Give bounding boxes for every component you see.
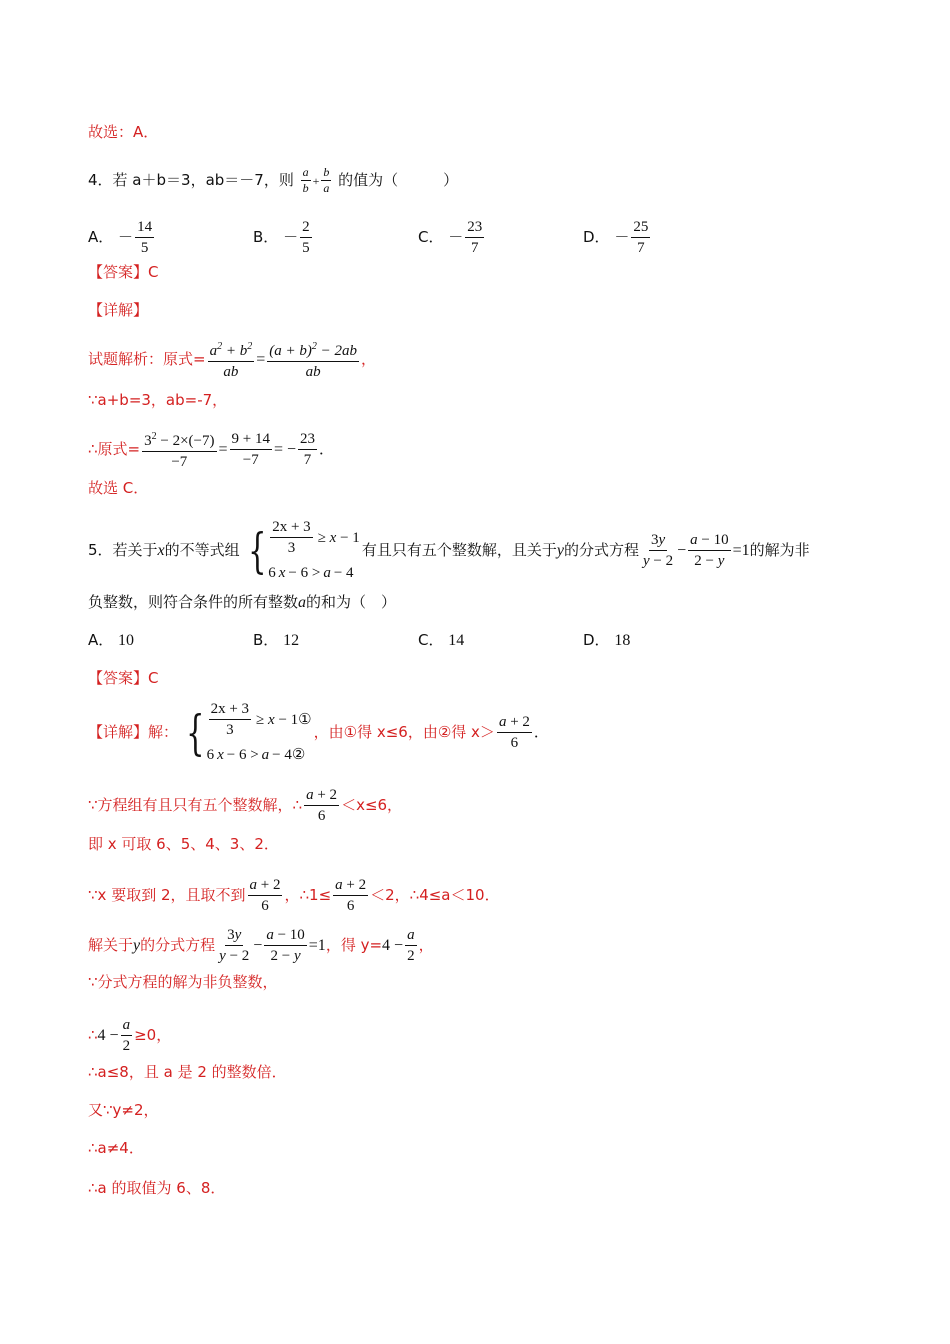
q4-step3: ∴原式= $\frac{3^2 - 2\times(-7)}{-7}$ = $\frac{9 + 14}{-7}$ = − $\frac{23}{7}$ ．: [88, 428, 334, 471]
option-fraction: $\frac{23}{7}$: [467, 219, 483, 256]
q4-detail-head: 【详解】: [88, 301, 149, 319]
q5-detail-3: 即 x 可取 6、5、4、3、2．: [88, 835, 279, 853]
option-fraction: $\frac{25}{7}$: [633, 219, 649, 256]
q4-answer: 【答案】C: [88, 263, 159, 281]
q5-option-b[interactable]: B． 12: [253, 631, 300, 649]
option-fraction: $\frac{14}{5}$: [137, 219, 153, 256]
q4-option-a[interactable]: [88, 218, 156, 257]
q5-detail-1: 【详解】解： { $\frac{2x + 3}{3}$ ≥ x − 1① 6 x − 6 > a − 4② ，由①得 x≤6，由②得 x＞ $\frac{a + 2}{6}$ ．: [88, 701, 549, 763]
q4-frac-b-over-a: $\frac{b}{a}$: [323, 165, 330, 195]
option-sign: －: [448, 228, 464, 246]
option-sign: －: [283, 228, 299, 246]
q5-detail-system: { $\frac{2x + 3}{3}$ ≥ x − 1① 6 x − 6 > a − 4②: [186, 701, 312, 763]
q4-stem-part-a: 4．若 a＋b＝3，ab＝－7，则: [88, 171, 294, 189]
q5-option-c[interactable]: C． 14: [418, 631, 465, 649]
q4-step3-frac1: $\frac{3^2 - 2\times(-7)}{-7}$: [142, 428, 216, 471]
q5-detail-7: ∴4 − $\frac{a}{2}$ ≥0，: [88, 1017, 172, 1054]
q5-detail-6: ∵分式方程的解为非负整数，: [88, 973, 278, 991]
q5-eq-frac1: $\frac{3y}{y - 2}$: [642, 532, 674, 569]
q5-detail-2: ∵方程组有且只有五个整数解，∴ $\frac{a + 2}{6}$ ＜x≤6，: [88, 787, 403, 824]
q5-answer: 【答案】C: [88, 669, 159, 687]
option-label: C．: [418, 228, 444, 246]
q4-step2: ∵a+b=3，ab=-7，: [88, 391, 228, 409]
q4-choice: 故选 C．: [88, 479, 149, 497]
q4-option-c[interactable]: [418, 218, 486, 257]
q5-detail-8: ∴a≤8，且 a 是 2 的整数倍．: [88, 1063, 287, 1081]
q4-step1: 试题解析：原式= $\frac{a^2 + b^2}{ab}$ = $\frac{(a + b)^2 - 2ab}{ab}$ ，: [88, 338, 376, 381]
q4-option-b[interactable]: [253, 218, 314, 257]
option-sign: －: [614, 228, 630, 246]
option-label: D．: [583, 228, 610, 246]
q4-frac-a-over-b: $\frac{a}{b}$: [302, 165, 309, 195]
q5-option-a[interactable]: A． 10: [88, 631, 135, 649]
q3-choice: 故选：A．: [88, 123, 159, 141]
q4-step3-frac2: $\frac{9 + 14}{-7}$: [231, 431, 270, 468]
option-fraction: $\frac{2}{5}$: [302, 219, 310, 256]
option-label: A．: [88, 228, 114, 246]
option-sign: －: [118, 228, 134, 246]
q5-detail-9: 又∵y≠2，: [88, 1101, 159, 1119]
q4-stem: 4．若 a＋b＝3，ab＝－7，则 $\frac{a}{b}$ + $\frac{b}{a}$ 的值为（ ）: [88, 165, 459, 195]
q5-detail-10: ∴a≠4．: [88, 1139, 144, 1157]
q5-eq-frac2: $\frac{a - 10}{2 - y}$: [690, 532, 729, 569]
q5-inequality-system: { $\frac{2x + 3}{3}$ ≥ x − 1 6 x − 6 > a − 4: [247, 519, 360, 581]
q4-step3-frac3: $\frac{23}{7}$: [300, 431, 316, 468]
q5-stem: 5．若关于x的不等式组 { $\frac{2x + 3}{3}$ ≥ x − 1 6 x − 6 > a − 4 有且只有五个整数解，且关于y的分式方程 $\frac{3y}{y - 2}$ − $\frac{a - 10}{2 - y}$ =1的解为非: [88, 519, 810, 581]
q5-option-d[interactable]: D． 18: [583, 631, 631, 649]
q4-step1-frac1: $\frac{a^2 + b^2}{ab}$: [208, 338, 255, 381]
q4-option-d[interactable]: [583, 218, 652, 257]
q4-stem-part-b: 的值为（ ）: [338, 171, 459, 189]
q5-stem-line2: 负整数，则符合条件的所有整数a的和为（ ）: [88, 593, 397, 611]
q4-step1-frac2: $\frac{(a + b)^2 - 2ab}{ab}$: [267, 338, 359, 381]
q5-detail-11: ∴a 的取值为 6、8．: [88, 1179, 226, 1197]
q5-detail-4: ∵x 要取到 2，且取不到 $\frac{a + 2}{6}$ ，∴1≤ $\frac{a + 2}{6}$ ＜2，∴4≤a＜10．: [88, 877, 500, 914]
q5-detail-5: 解关于y的分式方程 $\frac{3y}{y - 2}$ − $\frac{a - 10}{2 - y}$ =1，得 y=4 − $\frac{a}{2}$ ，: [88, 927, 434, 964]
option-label: B．: [253, 228, 279, 246]
